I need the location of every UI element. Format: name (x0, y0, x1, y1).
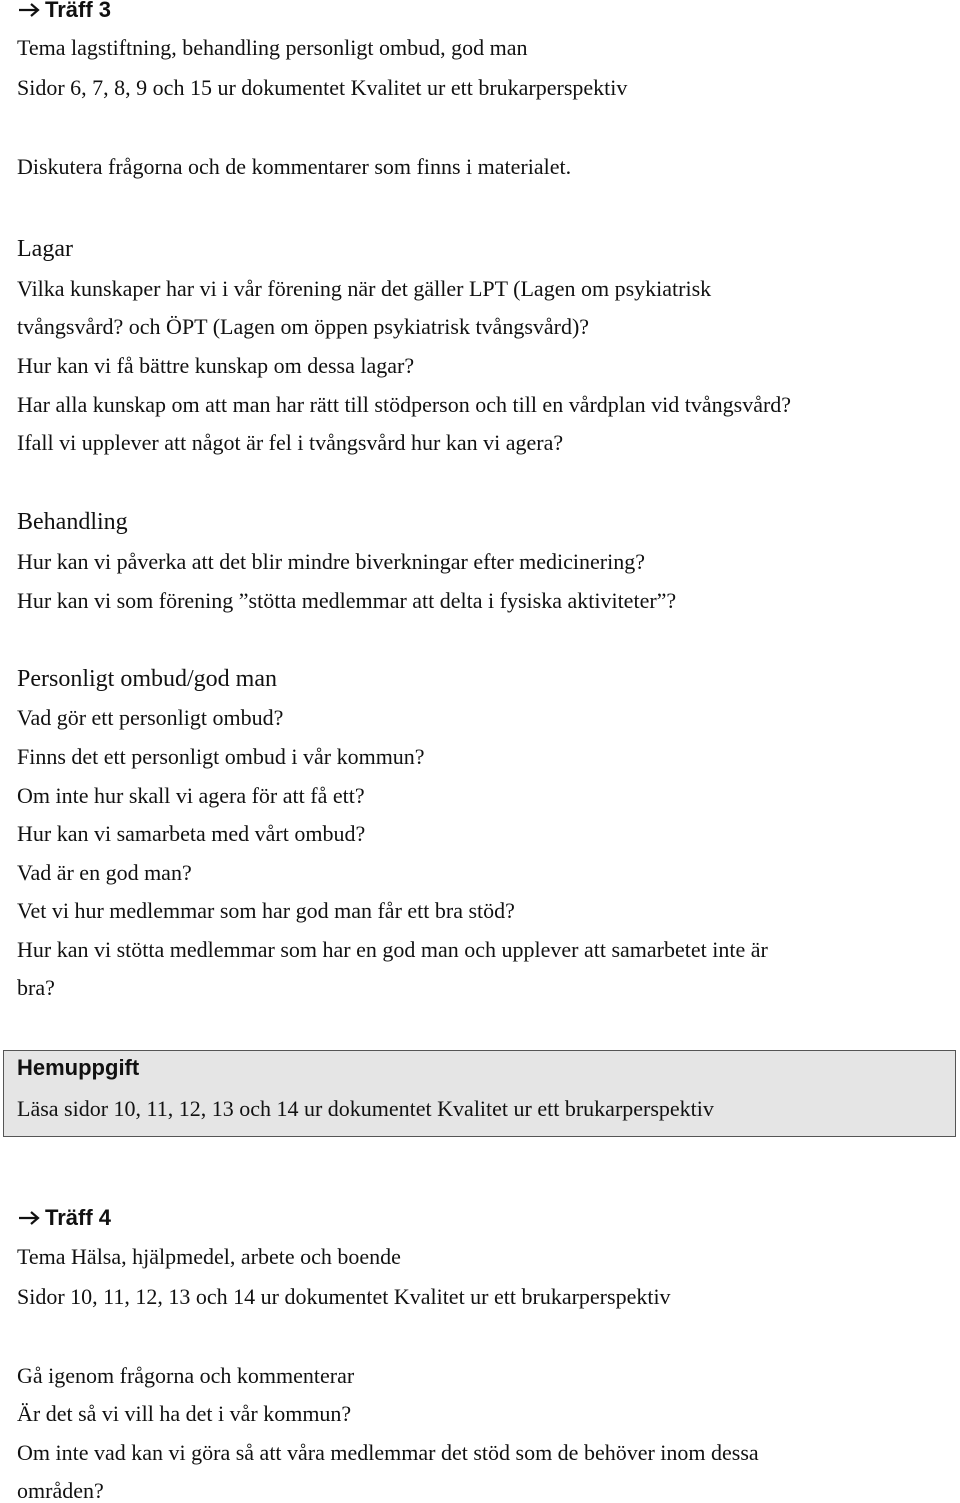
ombud-line: Finns det ett personligt ombud i vår kommun? (17, 744, 425, 769)
traff3-heading: Träff 3 (17, 0, 111, 21)
traff4-theme: Tema Hälsa, hjälpmedel, arbete och boende (17, 1244, 401, 1269)
ombud-line: Hur kan vi stötta medlemmar som har en god man och upplever att samarbetet inte är (17, 937, 768, 962)
lagar-line: tvångsvård? och ÖPT (Lagen om öppen psykiatrisk tvångsvård)? (17, 314, 590, 339)
lagar-line: Har alla kunskap om att man har rätt till stödperson och till en vårdplan vid tvångsvård? (17, 392, 792, 417)
traff3-theme: Tema lagstiftning, behandling personligt ombud, god man (17, 35, 528, 60)
ombud-line: Vet vi hur medlemmar som har god man får ett bra stöd? (17, 898, 515, 923)
traff4-line: Är det så vi vill ha det i vår kommun? (17, 1401, 352, 1426)
hemuppgift-box (3, 1050, 956, 1137)
lagar-line: Ifall vi upplever att något är fel i tvångsvård hur kan vi agera? (17, 430, 564, 455)
traff4-line: områden? (17, 1478, 104, 1503)
ombud-line: Om inte hur skall vi agera för att få ett? (17, 783, 365, 808)
behandling-line: Hur kan vi påverka att det blir mindre biverkningar efter medicinering? (17, 549, 645, 574)
traff4-pages: Sidor 10, 11, 12, 13 och 14 ur dokumentet Kvalitet ur ett brukarperspektiv (17, 1284, 671, 1309)
hemuppgift-heading: Hemuppgift (17, 1055, 140, 1080)
ombud-line: bra? (17, 975, 55, 1000)
hemuppgift-text: Läsa sidor 10, 11, 12, 13 och 14 ur dokumentet Kvalitet ur ett brukarperspektiv (17, 1096, 714, 1121)
traff3-pages: Sidor 6, 7, 8, 9 och 15 ur dokumentet Kvalitet ur ett brukarperspektiv (17, 75, 628, 100)
ombud-line: Vad gör ett personligt ombud? (17, 705, 284, 730)
traff4-line: Gå igenom frågorna och kommenterar (17, 1363, 355, 1388)
arrow-right-icon (17, 2, 43, 18)
lagar-line: Vilka kunskaper har vi i vår förening när det gäller LPT (Lagen om psykiatrisk (17, 276, 712, 301)
traff3-discuss: Diskutera frågorna och de kommentarer som finns i materialet. (17, 154, 572, 179)
lagar-heading: Lagar (17, 236, 73, 262)
lagar-line: Hur kan vi få bättre kunskap om dessa lagar? (17, 353, 415, 378)
behandling-line: Hur kan vi som förening ”stötta medlemmar att delta i fysiska aktiviteter”? (17, 588, 677, 613)
behandling-heading: Behandling (17, 509, 128, 535)
ombud-heading: Personligt ombud/god man (17, 666, 277, 692)
ombud-line: Vad är en god man? (17, 860, 192, 885)
traff4-heading: Träff 4 (17, 1207, 111, 1229)
traff4-line: Om inte vad kan vi göra så att våra medlemmar det stöd som de behöver inom dessa (17, 1440, 759, 1465)
ombud-line: Hur kan vi samarbeta med vårt ombud? (17, 821, 366, 846)
arrow-right-icon (17, 1210, 43, 1226)
